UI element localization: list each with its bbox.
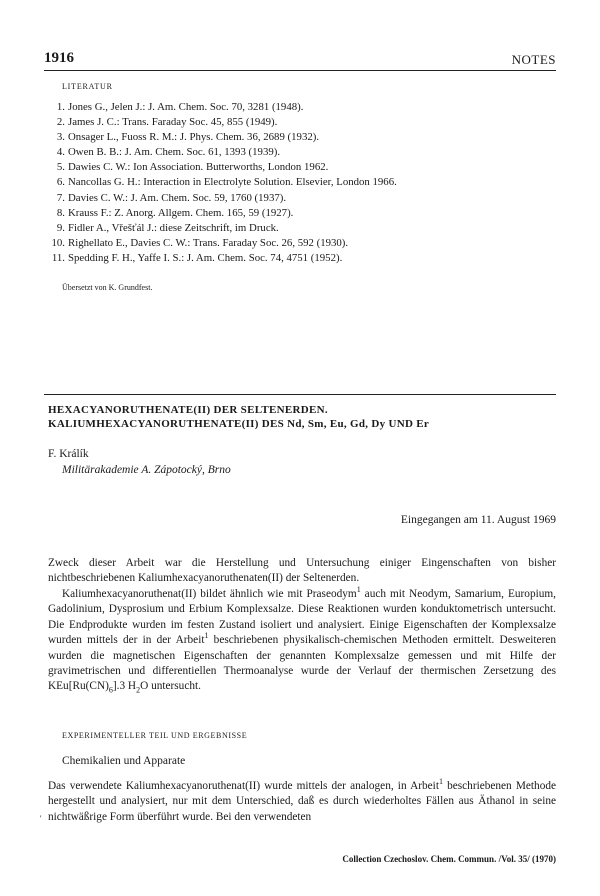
reference-item: 9. Fidler A., Vřešťál J.: diese Zeitschrift, im Druck.: [56, 221, 279, 234]
reference-item: 2. James J. C.: Trans. Faraday Soc. 45, 855 (1949).: [56, 116, 278, 129]
author: F. Králík: [48, 448, 89, 460]
page-number: 1916: [44, 50, 74, 66]
journal-citation-footer: Collection Czechoslov. Chem. Commun. /Vol. 35/ (1970): [342, 854, 556, 864]
reference-item: 1. Jones G., Jelen J.: J. Am. Chem. Soc. 70, 3281 (1948).: [56, 101, 304, 113]
running-title: NOTES: [511, 52, 556, 67]
reference-list: [50, 100, 397, 266]
paragraph-intro: Zweck dieser Arbeit war die Herstellung und Untersuchung einiger Eingenschaften von bisher nichtbeschriebenen Kaliumhexacyanoruthenaten(II) der Seltenerden.: [48, 557, 556, 585]
translator-note: Übersetzt von K. Grundfest.: [62, 283, 153, 292]
margin-mark: ': [40, 814, 42, 823]
subsection-heading: Chemikalien und Apparate: [62, 755, 186, 767]
section-rule: [44, 394, 556, 395]
affiliation: Militärakademie A. Zápotocký, Brno: [62, 464, 231, 476]
reference-item: 11. Spedding F. H., Yaffe I. S.: J. Am. Chem. Soc. 74, 4751 (1952).: [51, 251, 343, 264]
reference-item: 4. Owen B. B.: J. Am. Chem. Soc. 61, 1393 (1939).: [56, 146, 281, 159]
paragraph-chemicals: Das verwendete Kaliumhexacyanoruthenat(II) wurde mittels der analogen, in Arbeit$^1$ beschriebenen Methode hergestellt und analysiert, nur mit dem Unterschied, daß es durch wiederholtes Fällen aus Äthanol in seine nichtwäßrige Form überführt wurde. Bei den verwendeten: [48, 777, 556, 823]
references-heading: LITERATUR: [62, 82, 113, 91]
header-rule: [44, 70, 556, 71]
received-date: Eingegangen am 11. August 1969: [400, 514, 556, 526]
reference-item: 10. Righellato E., Davies C. W.: Trans. Faraday Soc. 26, 592 (1930).: [51, 236, 349, 249]
paragraph-methods: Kaliumhexacyanoruthenat(II) bildet ähnlich wie mit Praseodym$^1$ auch mit Neodym, Samarium, Europium, Gadolinium, Dysprosium und Erbium Komplexsalze. Diese Reaktionen wurden konduktometrisch untersucht. Die Endprodukte wurden im festen Zustand isoliert und analysiert. Einige Eigenschaften der Komplexsalze wurden mittels der in der Arbeit$^1$ beschriebenen physikalisch-chemischen Methoden ermittelt. Desweiteren wurden die magnetischen Eigenschaften der genannten Komplexsalze gemessen und mit Hilfe der gravimetrischen und differentiellen Thermoanalyse wurde der Verlauf der thermischen Zersetzung des $KEu[Ru(CN)_6].3$ $H_2O$ untersucht.: [48, 585, 556, 695]
article-title-line-2: KALIUMHEXACYANORUTHENATE(II) DES Nd, Sm, Eu, Gd, Dy UND Er: [48, 418, 430, 430]
reference-item: 7. Davies C. W.: J. Am. Chem. Soc. 59, 1760 (1937).: [56, 191, 287, 204]
reference-item: 6. Nancollas G. H.: Interaction in Electrolyte Solution. Elsevier, London 1966.: [56, 176, 397, 189]
reference-item: 5. Dawies C. W.: Ion Association. Butterworths, London 1962.: [56, 161, 329, 174]
reference-item: 8. Krauss F.: Z. Anorg. Allgem. Chem. 165, 59 (1927).: [56, 206, 294, 219]
section-heading: EXPERIMENTELLER TEIL UND ERGEBNISSE: [62, 731, 248, 740]
article-title-line-1: HEXACYANORUTHENATE(II) DER SELTENERDEN.: [48, 404, 328, 416]
reference-item: 3. Onsager L., Fuoss R. M.: J. Phys. Chem. 36, 2689 (1932).: [56, 131, 320, 144]
